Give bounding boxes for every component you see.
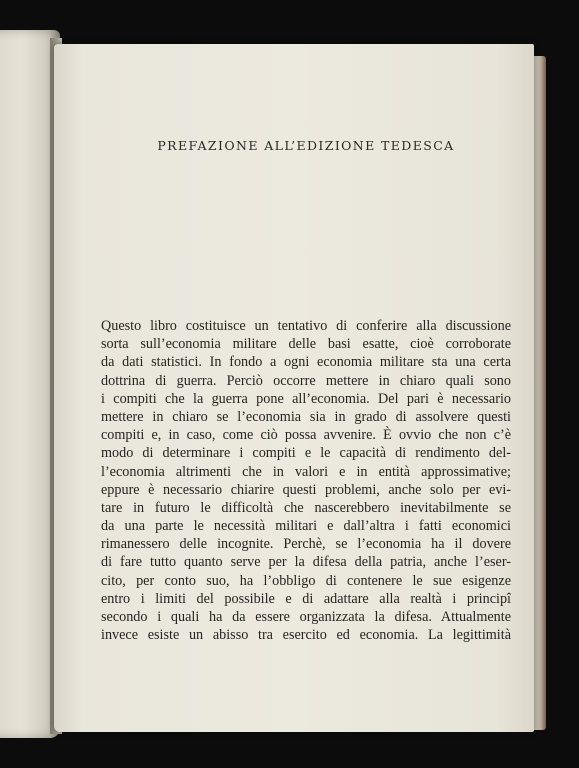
book-page	[54, 44, 534, 732]
text-line: dottrina di guerra. Perciò occorre mettere in chiaro quali sono	[101, 372, 511, 389]
body-text	[101, 317, 511, 644]
text-line: compiti e, in caso, come ciò possa avvenire. È ovvio che non c’è	[101, 427, 511, 444]
text-line: di fare tutto quanto serve per la difesa della patria, anche l’eser-	[101, 554, 511, 571]
text-line: tare in futuro le difficoltà che nascerebbero inevitabilmente se	[101, 499, 511, 516]
text-line: da dati statistici. In fondo a ogni economia militare sta una certa	[101, 354, 511, 371]
text-line: i compiti che la guerra pone all’economia. Del pari è necessario	[101, 390, 511, 407]
text-line: da una parte le necessità militari e dall’altra i fatti economici	[101, 518, 511, 535]
text-line: rimanessero delle incognite. Perchè, se l’economia ha il dovere	[101, 536, 511, 553]
text-line: secondo i quali ha da essere organizzata la difesa. Attualmente	[101, 609, 511, 625]
text-line: entro i limiti del possibile e di adattare alla realtà i principî	[101, 590, 511, 607]
text-line: l’economia altrimenti che in valori e in entità approssimative;	[101, 463, 511, 480]
facing-page-text-fragments	[0, 180, 4, 600]
text-line: mettere in chiaro se l’economia sia in grado di assolvere questi	[101, 408, 511, 425]
text-line: Questo libro costituisce un tentativo di conferire alla discussione	[101, 318, 511, 334]
page-heading: PREFAZIONE ALL’EDIZIONE TEDESCA	[157, 138, 455, 153]
text-line: modo di determinare i compiti e le capacità di rendimento del-	[101, 445, 511, 462]
text-line: invece esiste un abisso tra esercito ed economia. La legittimità	[101, 627, 511, 644]
text-line: sorta sull’economia militare delle basi esatte, cioè corroborate	[101, 336, 511, 353]
text-line: cito, per conto suo, ha l’obbligo di contenere le sue esigenze	[101, 572, 511, 589]
text-line: eppure è necessario chiarire questi problemi, anche solo per evi-	[101, 481, 511, 498]
